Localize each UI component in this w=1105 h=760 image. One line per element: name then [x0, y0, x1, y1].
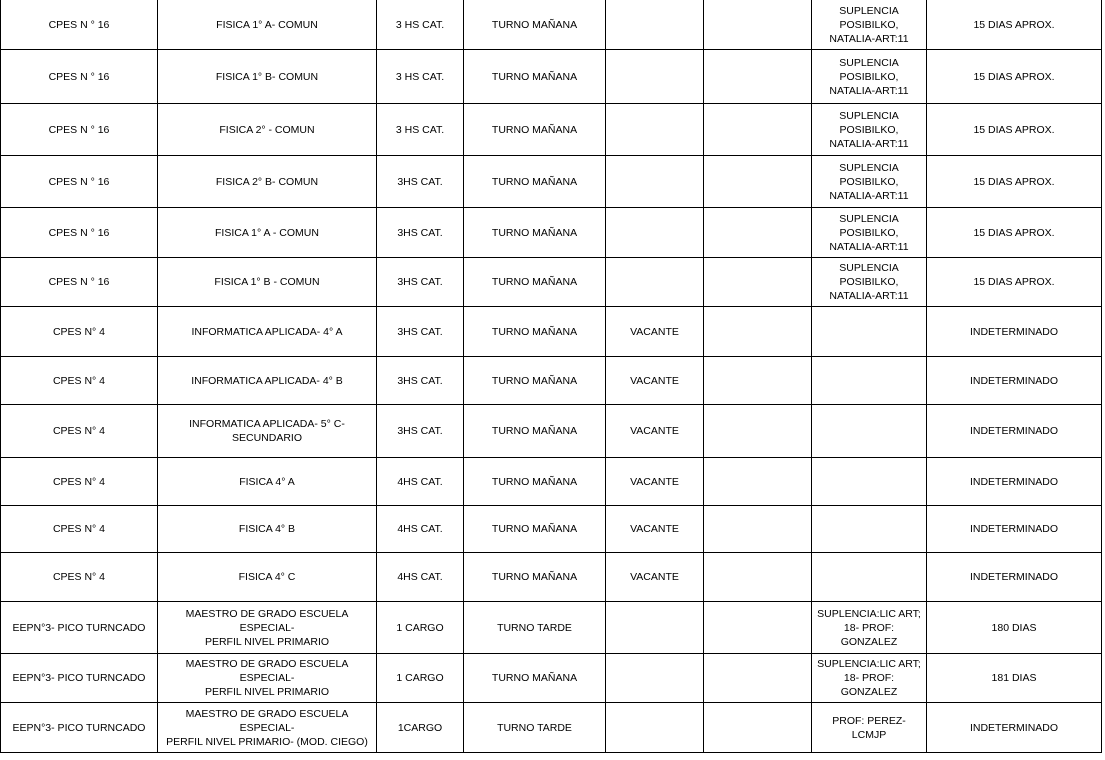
status-cell: VACANTE: [606, 307, 704, 357]
status-cell: [606, 654, 704, 703]
shift-cell: TURNO TARDE: [464, 703, 606, 753]
hours-cell: 3HS CAT.: [377, 357, 464, 405]
extra-cell: [704, 307, 812, 357]
status-cell: [606, 104, 704, 156]
status-cell: [606, 208, 704, 258]
extra-cell: [704, 50, 812, 104]
hours-cell: 3HS CAT.: [377, 208, 464, 258]
hours-cell: 3HS CAT.: [377, 405, 464, 458]
status-cell: [606, 258, 704, 307]
institution-cell: CPES N° 4: [1, 458, 158, 506]
duration-cell: 15 DIAS APROX.: [927, 0, 1102, 50]
duration-cell: INDETERMINADO: [927, 357, 1102, 405]
duration-cell: 15 DIAS APROX.: [927, 208, 1102, 258]
hours-cell: 3 HS CAT.: [377, 0, 464, 50]
institution-cell: CPES N ° 16: [1, 156, 158, 208]
replacement-cell: SUPLENCIA POSIBILKO, NATALIA-ART:11: [812, 258, 927, 307]
hours-cell: 4HS CAT.: [377, 506, 464, 553]
subject-cell: FISICA 4° C: [158, 553, 377, 602]
table-row: [1, 258, 1102, 307]
hours-cell: 3HS CAT.: [377, 156, 464, 208]
table-row: [1, 602, 1102, 654]
table-row: [1, 50, 1102, 104]
subject-cell: INFORMATICA APLICADA- 4° A: [158, 307, 377, 357]
subject-cell: MAESTRO DE GRADO ESCUELA ESPECIAL- PERFIL NIVEL PRIMARIO- (MOD. CIEGO): [158, 703, 377, 753]
replacement-cell: SUPLENCIA:LIC ART; 18- PROF: GONZALEZ: [812, 602, 927, 654]
institution-cell: CPES N° 4: [1, 307, 158, 357]
hours-cell: 3HS CAT.: [377, 307, 464, 357]
subject-cell: FISICA 2° B- COMUN: [158, 156, 377, 208]
hours-cell: 1 CARGO: [377, 602, 464, 654]
extra-cell: [704, 357, 812, 405]
duration-cell: INDETERMINADO: [927, 458, 1102, 506]
subject-cell: FISICA 4° A: [158, 458, 377, 506]
shift-cell: TURNO MAÑANA: [464, 553, 606, 602]
shift-cell: TURNO MAÑANA: [464, 156, 606, 208]
duration-cell: 15 DIAS APROX.: [927, 258, 1102, 307]
extra-cell: [704, 654, 812, 703]
hours-cell: 4HS CAT.: [377, 458, 464, 506]
extra-cell: [704, 208, 812, 258]
duration-cell: 180 DIAS: [927, 602, 1102, 654]
status-cell: VACANTE: [606, 458, 704, 506]
subject-cell: MAESTRO DE GRADO ESCUELA ESPECIAL- PERFIL NIVEL PRIMARIO: [158, 654, 377, 703]
replacement-cell: [812, 405, 927, 458]
hours-cell: 1CARGO: [377, 703, 464, 753]
institution-cell: EEPN°3- PICO TURNCADO: [1, 703, 158, 753]
status-cell: VACANTE: [606, 405, 704, 458]
subject-cell: FISICA 1° B- COMUN: [158, 50, 377, 104]
table-row: [1, 506, 1102, 553]
duration-cell: 15 DIAS APROX.: [927, 50, 1102, 104]
replacement-cell: [812, 357, 927, 405]
extra-cell: [704, 602, 812, 654]
subject-cell: INFORMATICA APLICADA- 5° C- SECUNDARIO: [158, 405, 377, 458]
replacement-cell: [812, 553, 927, 602]
shift-cell: TURNO MAÑANA: [464, 458, 606, 506]
extra-cell: [704, 258, 812, 307]
extra-cell: [704, 405, 812, 458]
subject-cell: FISICA 2° - COMUN: [158, 104, 377, 156]
extra-cell: [704, 703, 812, 753]
extra-cell: [704, 506, 812, 553]
shift-cell: TURNO MAÑANA: [464, 0, 606, 50]
duration-cell: INDETERMINADO: [927, 405, 1102, 458]
extra-cell: [704, 458, 812, 506]
hours-cell: 3 HS CAT.: [377, 104, 464, 156]
institution-cell: CPES N ° 16: [1, 50, 158, 104]
duration-cell: INDETERMINADO: [927, 307, 1102, 357]
table-body: [1, 0, 1102, 753]
subject-cell: INFORMATICA APLICADA- 4° B: [158, 357, 377, 405]
table-row: [1, 208, 1102, 258]
institution-cell: CPES N° 4: [1, 553, 158, 602]
status-cell: [606, 50, 704, 104]
shift-cell: TURNO MAÑANA: [464, 50, 606, 104]
duration-cell: 15 DIAS APROX.: [927, 104, 1102, 156]
duration-cell: 15 DIAS APROX.: [927, 156, 1102, 208]
hours-cell: 3HS CAT.: [377, 258, 464, 307]
extra-cell: [704, 104, 812, 156]
duration-cell: INDETERMINADO: [927, 703, 1102, 753]
institution-cell: EEPN°3- PICO TURNCADO: [1, 602, 158, 654]
table-row: [1, 0, 1102, 50]
table-row: [1, 307, 1102, 357]
table-row: [1, 654, 1102, 703]
replacement-cell: [812, 458, 927, 506]
status-cell: VACANTE: [606, 506, 704, 553]
replacement-cell: SUPLENCIA POSIBILKO, NATALIA-ART:11: [812, 156, 927, 208]
replacement-cell: SUPLENCIA POSIBILKO, NATALIA-ART:11: [812, 104, 927, 156]
replacement-cell: SUPLENCIA POSIBILKO, NATALIA-ART:11: [812, 0, 927, 50]
replacement-cell: SUPLENCIA:LIC ART; 18- PROF: GONZALEZ: [812, 654, 927, 703]
status-cell: [606, 703, 704, 753]
table-row: [1, 357, 1102, 405]
extra-cell: [704, 0, 812, 50]
table-row: [1, 405, 1102, 458]
table-row: [1, 156, 1102, 208]
shift-cell: TURNO MAÑANA: [464, 258, 606, 307]
hours-cell: 4HS CAT.: [377, 553, 464, 602]
duration-cell: INDETERMINADO: [927, 506, 1102, 553]
shift-cell: TURNO MAÑANA: [464, 307, 606, 357]
status-cell: [606, 0, 704, 50]
table-row: [1, 458, 1102, 506]
replacement-cell: SUPLENCIA POSIBILKO, NATALIA-ART:11: [812, 50, 927, 104]
institution-cell: CPES N ° 16: [1, 0, 158, 50]
institution-cell: CPES N ° 16: [1, 208, 158, 258]
subject-cell: FISICA 1° B - COMUN: [158, 258, 377, 307]
shift-cell: TURNO MAÑANA: [464, 405, 606, 458]
status-cell: [606, 156, 704, 208]
subject-cell: MAESTRO DE GRADO ESCUELA ESPECIAL- PERFIL NIVEL PRIMARIO: [158, 602, 377, 654]
status-cell: VACANTE: [606, 553, 704, 602]
subject-cell: FISICA 1° A- COMUN: [158, 0, 377, 50]
extra-cell: [704, 156, 812, 208]
institution-cell: CPES N° 4: [1, 506, 158, 553]
duration-cell: INDETERMINADO: [927, 553, 1102, 602]
replacement-cell: SUPLENCIA POSIBILKO, NATALIA-ART:11: [812, 208, 927, 258]
duration-cell: 181 DIAS: [927, 654, 1102, 703]
replacement-cell: [812, 506, 927, 553]
shift-cell: TURNO MAÑANA: [464, 208, 606, 258]
institution-cell: CPES N ° 16: [1, 104, 158, 156]
hours-cell: 1 CARGO: [377, 654, 464, 703]
institution-cell: CPES N° 4: [1, 405, 158, 458]
table-row: [1, 104, 1102, 156]
replacement-cell: [812, 307, 927, 357]
subject-cell: FISICA 4° B: [158, 506, 377, 553]
shift-cell: TURNO TARDE: [464, 602, 606, 654]
status-cell: [606, 602, 704, 654]
shift-cell: TURNO MAÑANA: [464, 357, 606, 405]
shift-cell: TURNO MAÑANA: [464, 104, 606, 156]
shift-cell: TURNO MAÑANA: [464, 506, 606, 553]
hours-cell: 3 HS CAT.: [377, 50, 464, 104]
extra-cell: [704, 553, 812, 602]
replacement-cell: PROF: PEREZ- LCMJP: [812, 703, 927, 753]
status-cell: VACANTE: [606, 357, 704, 405]
institution-cell: CPES N° 4: [1, 357, 158, 405]
table-row: [1, 703, 1102, 753]
institution-cell: CPES N ° 16: [1, 258, 158, 307]
table-row: [1, 553, 1102, 602]
subject-cell: FISICA 1° A - COMUN: [158, 208, 377, 258]
shift-cell: TURNO MAÑANA: [464, 654, 606, 703]
institution-cell: EEPN°3- PICO TURNCADO: [1, 654, 158, 703]
